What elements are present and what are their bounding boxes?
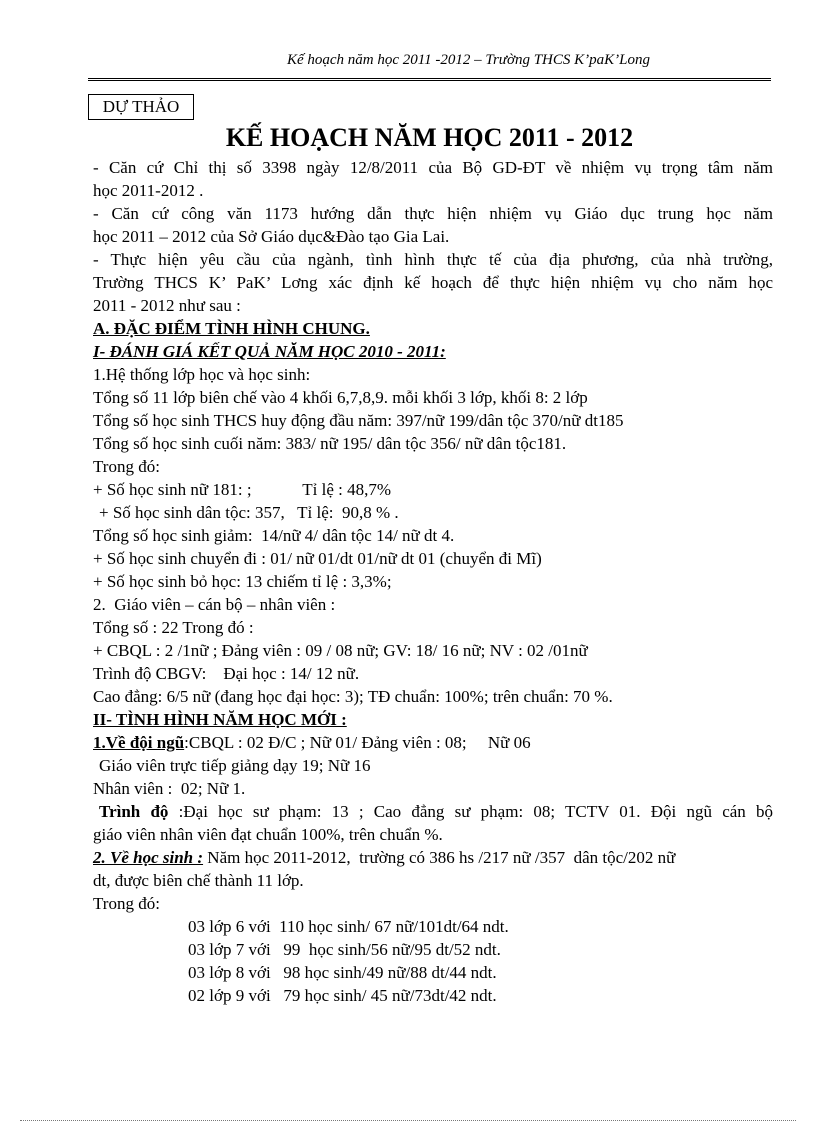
class-line: 03 lớp 8 với 98 học sinh/49 nữ/88 dt/44 ndt. (188, 963, 497, 982)
paragraph-line: Trong đó: (93, 894, 160, 913)
paragraph-line: + Số học sinh dân tộc: 357, Tỉ lệ: 90,8 % . (99, 503, 399, 522)
section-heading-ii-text: II- TÌNH HÌNH NĂM HỌC MỚI : (93, 710, 347, 729)
paragraph-line: Trong đó: (93, 457, 160, 476)
running-header: Kế hoạch năm học 2011 -2012 – Trường THCS K’paK’Long (286, 52, 650, 68)
class-line: 03 lớp 7 với 99 học sinh/56 nữ/95 dt/52 ndt. (188, 940, 501, 959)
paragraph-line: Nhân viên : 02; Nữ 1. (93, 779, 246, 798)
paragraph-line: học 2011-2012 . (93, 181, 204, 200)
paragraph-line: học 2011 – 2012 của Sở Giáo dục&Đào tạo Gia Lai. (93, 227, 450, 246)
paragraph-line: dt, được biên chế thành 11 lớp. (93, 871, 304, 890)
section-heading-ii (93, 708, 773, 731)
paragraph-line: + Số học sinh chuyển đi : 01/ nữ 01/dt 01/nữ dt 01 (chuyển đi Mĩ) (93, 549, 542, 568)
staff-text: :CBQL : 02 Đ/C ; Nữ 01/ Đảng viên : 08; Nữ 06 (184, 733, 531, 752)
paragraph-line: Cao đẳng: 6/5 nữ (đang học đại học: 3); TĐ chuẩn: 100%; trên chuẩn: 70 %. (93, 687, 613, 706)
paragraph-line: giáo viên nhân viên đạt chuẩn 100%, trên chuẩn %. (93, 825, 443, 844)
class-line: 02 lớp 9 với 79 học sinh/ 45 nữ/73dt/42 ndt. (188, 986, 497, 1005)
paragraph-line: 2011 - 2012 như sau : (93, 296, 241, 315)
paragraph-line: Tổng số học sinh cuối năm: 383/ nữ 195/ dân tộc 356/ nữ dân tộc181. (93, 434, 567, 453)
section-heading-a (93, 317, 773, 340)
staff-label: 1.Về đội ngũ (93, 733, 185, 752)
section-heading-a-text: A. ĐẶC ĐIỂM TÌNH HÌNH CHUNG. (93, 319, 370, 338)
header-rule (88, 78, 771, 81)
paragraph-line: Giáo viên trực tiếp giảng dạy 19; Nữ 16 (99, 756, 371, 775)
draft-stamp: DỰ THẢO (88, 94, 194, 120)
paragraph-line: Trình độ CBGV: Đại học : 14/ 12 nữ. (93, 664, 360, 683)
paragraph-line: 2. Giáo viên – cán bộ – nhân viên : (93, 595, 336, 614)
students-text: Năm học 2011-2012, trường có 386 hs /217 nữ /357 dân tộc/202 nữ (203, 848, 676, 867)
paragraph-line: + Số học sinh nữ 181: ; Tỉ lệ : 48,7% (93, 480, 392, 499)
students-label: 2. Về học sinh : (93, 848, 204, 867)
paragraph-line (93, 846, 773, 869)
paragraph-line: Tổng số học sinh THCS huy động đầu năm: 397/nữ 199/dân tộc 370/nữ dt185 (93, 411, 624, 430)
paragraph-line: - Căn cứ Chỉ thị số 3398 ngày 12/8/2011 của Bộ GD-ĐT về nhiệm vụ trọng tâm năm (93, 158, 773, 177)
paragraph-line (93, 731, 773, 754)
document-title: KẾ HOẠCH NĂM HỌC 2011 - 2012 (225, 123, 634, 152)
qualification-text: :Đại học sư phạm: 13 ; Cao đẳng sư phạm: 08; TCTV 01. Đội ngũ cán bộ (168, 802, 773, 821)
paragraph-line: + CBQL : 2 /1nữ ; Đảng viên : 09 / 08 nữ; GV: 18/ 16 nữ; NV : 02 /01nữ (93, 641, 588, 660)
paragraph-line (93, 800, 773, 823)
paragraph-line: + Số học sinh bỏ học: 13 chiếm tỉ lệ : 3,3%; (93, 572, 392, 591)
paragraph-line: - Thực hiện yêu cầu của ngành, tình hình thực tế của địa phương, của nhà trường, (93, 250, 773, 269)
paragraph-line: Tổng số 11 lớp biên chế vào 4 khối 6,7,8,9. mỗi khối 3 lớp, khối 8: 2 lớp (93, 388, 588, 407)
section-heading-i-text: I- ĐÁNH GIÁ KẾT QUẢ NĂM HỌC 2010 - 2011: (93, 342, 446, 361)
section-heading-i (93, 340, 773, 363)
document-body (93, 156, 773, 1007)
paragraph-line: - Căn cứ công văn 1173 hướng dẫn thực hiện nhiệm vụ Giáo dục trung học năm (93, 204, 773, 223)
paragraph-line: Tổng số : 22 Trong đó : (93, 618, 254, 637)
class-line: 03 lớp 6 với 110 học sinh/ 67 nữ/101dt/64 ndt. (188, 917, 509, 936)
qualification-label: Trình độ (99, 802, 169, 821)
page-bottom-rule (20, 1120, 796, 1121)
paragraph-line: Trường THCS K’ PaK’ Lơng xác định kế hoạch để thực hiện nhiệm vụ cho năm học (93, 273, 773, 292)
paragraph-line: 1.Hệ thống lớp học và học sinh: (93, 365, 311, 384)
paragraph-line: Tổng số học sinh giảm: 14/nữ 4/ dân tộc 14/ nữ dt 4. (93, 526, 455, 545)
